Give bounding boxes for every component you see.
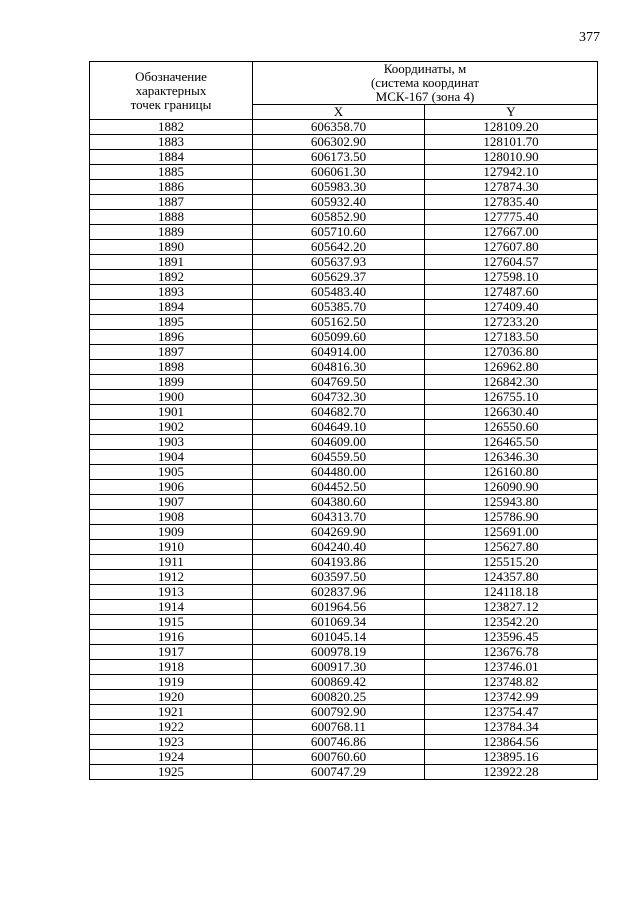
point-number-cell: 1906 xyxy=(90,480,253,495)
y-coordinate-cell: 128109.20 xyxy=(425,120,598,135)
y-coordinate-cell: 123596.45 xyxy=(425,630,598,645)
x-coordinate-cell: 604609.00 xyxy=(253,435,425,450)
y-coordinate-cell: 123742.99 xyxy=(425,690,598,705)
y-coordinate-cell: 127775.40 xyxy=(425,210,598,225)
table-body xyxy=(90,120,598,780)
y-coordinate-cell: 125786.90 xyxy=(425,510,598,525)
table-row xyxy=(90,240,598,255)
table-row xyxy=(90,150,598,165)
x-coordinate-cell: 605932.40 xyxy=(253,195,425,210)
x-coordinate-cell: 604914.00 xyxy=(253,345,425,360)
table-row xyxy=(90,765,598,780)
table-row xyxy=(90,675,598,690)
table-row xyxy=(90,540,598,555)
table-row xyxy=(90,585,598,600)
table-row xyxy=(90,390,598,405)
table-row xyxy=(90,705,598,720)
table-row xyxy=(90,645,598,660)
x-coordinate-cell: 600869.42 xyxy=(253,675,425,690)
table-row xyxy=(90,255,598,270)
point-number-cell: 1899 xyxy=(90,375,253,390)
table-row xyxy=(90,750,598,765)
y-coordinate-cell: 123784.34 xyxy=(425,720,598,735)
y-coordinate-cell: 124118.18 xyxy=(425,585,598,600)
point-number-cell: 1902 xyxy=(90,420,253,435)
table-row xyxy=(90,435,598,450)
table-row xyxy=(90,660,598,675)
table-row xyxy=(90,555,598,570)
x-coordinate-cell: 601045.14 xyxy=(253,630,425,645)
point-number-cell: 1913 xyxy=(90,585,253,600)
x-coordinate-cell: 604649.10 xyxy=(253,420,425,435)
point-number-cell: 1911 xyxy=(90,555,253,570)
point-number-cell: 1908 xyxy=(90,510,253,525)
table-row xyxy=(90,270,598,285)
point-number-cell: 1883 xyxy=(90,135,253,150)
x-coordinate-cell: 605385.70 xyxy=(253,300,425,315)
table-row xyxy=(90,120,598,135)
y-coordinate-cell: 126160.80 xyxy=(425,465,598,480)
table-row xyxy=(90,420,598,435)
x-coordinate-cell: 605710.60 xyxy=(253,225,425,240)
point-number-cell: 1919 xyxy=(90,675,253,690)
table-row xyxy=(90,570,598,585)
y-coordinate-cell: 126346.30 xyxy=(425,450,598,465)
coords-header-line: (система координат xyxy=(370,75,480,90)
x-coordinate-cell: 605629.37 xyxy=(253,270,425,285)
point-number-cell: 1905 xyxy=(90,465,253,480)
point-number-cell: 1903 xyxy=(90,435,253,450)
point-number-cell: 1921 xyxy=(90,705,253,720)
y-coordinate-cell: 127874.30 xyxy=(425,180,598,195)
x-coordinate-cell: 600747.29 xyxy=(253,765,425,780)
point-number-cell: 1914 xyxy=(90,600,253,615)
point-number-cell: 1884 xyxy=(90,150,253,165)
y-coordinate-cell: 123748.82 xyxy=(425,675,598,690)
point-number-cell: 1897 xyxy=(90,345,253,360)
y-coordinate-cell: 126465.50 xyxy=(425,435,598,450)
point-number-cell: 1882 xyxy=(90,120,253,135)
point-header-line: характерных xyxy=(135,82,207,98)
point-number-cell: 1916 xyxy=(90,630,253,645)
x-coordinate-cell: 604380.60 xyxy=(253,495,425,510)
table-row xyxy=(90,300,598,315)
point-number-cell: 1887 xyxy=(90,195,253,210)
point-number-cell: 1922 xyxy=(90,720,253,735)
x-coordinate-cell: 604240.40 xyxy=(253,540,425,555)
table-row xyxy=(90,330,598,345)
y-coordinate-cell: 123676.78 xyxy=(425,645,598,660)
x-coordinate-cell: 604452.50 xyxy=(253,480,425,495)
x-coordinate-cell: 601069.34 xyxy=(253,615,425,630)
y-coordinate-cell: 127604.57 xyxy=(425,255,598,270)
table-row xyxy=(90,315,598,330)
x-coordinate-cell: 602837.96 xyxy=(253,585,425,600)
point-number-cell: 1898 xyxy=(90,360,253,375)
y-coordinate-cell: 127942.10 xyxy=(425,165,598,180)
y-coordinate-cell: 127036.80 xyxy=(425,345,598,360)
table-row xyxy=(90,165,598,180)
y-coordinate-cell: 126090.90 xyxy=(425,480,598,495)
y-coordinate-cell: 123542.20 xyxy=(425,615,598,630)
y-coordinate-cell: 123922.28 xyxy=(425,765,598,780)
table-row xyxy=(90,195,598,210)
coordinates-header xyxy=(253,62,598,105)
table-row xyxy=(90,450,598,465)
y-coordinate-cell: 127487.60 xyxy=(425,285,598,300)
y-coordinate-cell: 125627.80 xyxy=(425,540,598,555)
table-row xyxy=(90,135,598,150)
y-coordinate-cell: 127183.50 xyxy=(425,330,598,345)
y-coordinate-cell: 125515.20 xyxy=(425,555,598,570)
y-coordinate-cell: 126962.80 xyxy=(425,360,598,375)
point-number-cell: 1892 xyxy=(90,270,253,285)
table-row xyxy=(90,345,598,360)
point-number-cell: 1924 xyxy=(90,750,253,765)
x-coordinate-cell: 600768.11 xyxy=(253,720,425,735)
point-number-cell: 1912 xyxy=(90,570,253,585)
point-number-cell: 1918 xyxy=(90,660,253,675)
x-coordinate-cell: 600746.86 xyxy=(253,735,425,750)
table-row xyxy=(90,360,598,375)
table-row xyxy=(90,465,598,480)
table-row xyxy=(90,690,598,705)
x-coordinate-cell: 604732.30 xyxy=(253,390,425,405)
x-coordinate-cell: 605637.93 xyxy=(253,255,425,270)
x-coordinate-cell: 600978.19 xyxy=(253,645,425,660)
point-number-cell: 1904 xyxy=(90,450,253,465)
table-row xyxy=(90,375,598,390)
x-coordinate-cell: 606358.70 xyxy=(253,120,425,135)
x-coordinate-cell: 604816.30 xyxy=(253,360,425,375)
point-number-cell: 1900 xyxy=(90,390,253,405)
x-coordinate-cell: 600820.25 xyxy=(253,690,425,705)
x-coordinate-cell: 601964.56 xyxy=(253,600,425,615)
point-number-cell: 1917 xyxy=(90,645,253,660)
table-row xyxy=(90,630,598,645)
table-row xyxy=(90,720,598,735)
y-coordinate-cell: 128101.70 xyxy=(425,135,598,150)
point-header-line: точек границы xyxy=(130,96,212,112)
table-row xyxy=(90,735,598,750)
x-coordinate-cell: 604559.50 xyxy=(253,450,425,465)
y-coordinate-cell: 126755.10 xyxy=(425,390,598,405)
y-coordinate-cell: 128010.90 xyxy=(425,150,598,165)
y-coordinate-cell: 127409.40 xyxy=(425,300,598,315)
table-row xyxy=(90,600,598,615)
table-row xyxy=(90,510,598,525)
y-column-header: Y xyxy=(425,105,598,120)
y-coordinate-cell: 126842.30 xyxy=(425,375,598,390)
x-coordinate-cell: 606061.30 xyxy=(253,165,425,180)
table-row xyxy=(90,225,598,240)
y-coordinate-cell: 127598.10 xyxy=(425,270,598,285)
table-row xyxy=(90,180,598,195)
x-coordinate-cell: 604682.70 xyxy=(253,405,425,420)
point-number-cell: 1915 xyxy=(90,615,253,630)
point-number-cell: 1885 xyxy=(90,165,253,180)
x-coordinate-cell: 605852.90 xyxy=(253,210,425,225)
y-coordinate-cell: 123864.56 xyxy=(425,735,598,750)
table-row xyxy=(90,480,598,495)
point-number-cell: 1896 xyxy=(90,330,253,345)
table-row xyxy=(90,525,598,540)
table-row xyxy=(90,495,598,510)
point-header-line: Обозначение xyxy=(135,68,207,84)
table-row xyxy=(90,210,598,225)
y-coordinate-cell: 127835.40 xyxy=(425,195,598,210)
point-number-cell: 1895 xyxy=(90,315,253,330)
x-coordinate-cell: 604193.86 xyxy=(253,555,425,570)
y-coordinate-cell: 123895.16 xyxy=(425,750,598,765)
point-designation-header xyxy=(90,62,253,120)
point-number-cell: 1907 xyxy=(90,495,253,510)
x-coordinate-cell: 605483.40 xyxy=(253,285,425,300)
table-row xyxy=(90,615,598,630)
point-number-cell: 1920 xyxy=(90,690,253,705)
x-column-header: X xyxy=(253,105,425,120)
x-coordinate-cell: 605162.50 xyxy=(253,315,425,330)
x-coordinate-cell: 600792.90 xyxy=(253,705,425,720)
y-coordinate-cell: 127607.80 xyxy=(425,240,598,255)
coords-header-line: МСК-167 (зона 4) xyxy=(375,89,475,104)
page-number: 377 xyxy=(579,30,600,45)
x-coordinate-cell: 606302.90 xyxy=(253,135,425,150)
point-number-cell: 1893 xyxy=(90,285,253,300)
y-coordinate-cell: 126630.40 xyxy=(425,405,598,420)
x-coordinate-cell: 604313.70 xyxy=(253,510,425,525)
point-number-cell: 1890 xyxy=(90,240,253,255)
x-coordinate-cell: 600760.60 xyxy=(253,750,425,765)
table-header xyxy=(90,62,598,120)
x-coordinate-cell: 604269.90 xyxy=(253,525,425,540)
table-row xyxy=(90,285,598,300)
coordinates-table xyxy=(89,61,598,780)
x-coordinate-cell: 605099.60 xyxy=(253,330,425,345)
x-coordinate-cell: 604769.50 xyxy=(253,375,425,390)
point-number-cell: 1923 xyxy=(90,735,253,750)
point-number-cell: 1886 xyxy=(90,180,253,195)
x-coordinate-cell: 606173.50 xyxy=(253,150,425,165)
point-number-cell: 1891 xyxy=(90,255,253,270)
y-coordinate-cell: 124357.80 xyxy=(425,570,598,585)
point-number-cell: 1889 xyxy=(90,225,253,240)
x-coordinate-cell: 603597.50 xyxy=(253,570,425,585)
point-number-cell: 1909 xyxy=(90,525,253,540)
x-coordinate-cell: 604480.00 xyxy=(253,465,425,480)
point-number-cell: 1901 xyxy=(90,405,253,420)
point-number-cell: 1910 xyxy=(90,540,253,555)
y-coordinate-cell: 125943.80 xyxy=(425,495,598,510)
x-coordinate-cell: 600917.30 xyxy=(253,660,425,675)
y-coordinate-cell: 127667.00 xyxy=(425,225,598,240)
point-number-cell: 1925 xyxy=(90,765,253,780)
x-coordinate-cell: 605983.30 xyxy=(253,180,425,195)
y-coordinate-cell: 127233.20 xyxy=(425,315,598,330)
table-row xyxy=(90,405,598,420)
point-number-cell: 1888 xyxy=(90,210,253,225)
y-coordinate-cell: 126550.60 xyxy=(425,420,598,435)
y-coordinate-cell: 123746.01 xyxy=(425,660,598,675)
x-coordinate-cell: 605642.20 xyxy=(253,240,425,255)
y-coordinate-cell: 125691.00 xyxy=(425,525,598,540)
point-number-cell: 1894 xyxy=(90,300,253,315)
y-coordinate-cell: 123827.12 xyxy=(425,600,598,615)
y-coordinate-cell: 123754.47 xyxy=(425,705,598,720)
coords-header-line: Координаты, м xyxy=(383,61,467,76)
